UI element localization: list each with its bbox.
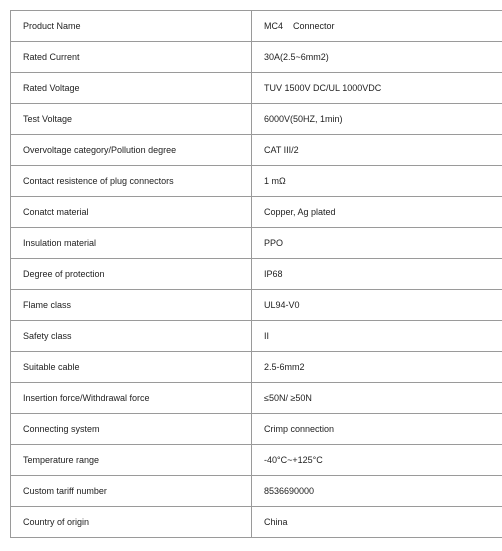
value-cell: MC4 Connector xyxy=(252,11,502,42)
value-cell: 30A(2.5~6mm2) xyxy=(252,42,502,73)
table-row xyxy=(11,42,502,73)
table-row xyxy=(11,197,502,228)
value-cell: PPO xyxy=(252,228,502,259)
property-cell: Suitable cable xyxy=(11,352,252,383)
value-cell: UL94-V0 xyxy=(252,290,502,321)
value-cell: ≤50N/ ≥50N xyxy=(252,383,502,414)
table-row xyxy=(11,135,502,166)
value-cell: II xyxy=(252,321,502,352)
table-row xyxy=(11,166,502,197)
table-row xyxy=(11,321,502,352)
property-cell: Rated Current xyxy=(11,42,252,73)
property-cell: Insertion force/Withdrawal force xyxy=(11,383,252,414)
table-row xyxy=(11,352,502,383)
property-cell: Product Name xyxy=(11,11,252,42)
value-cell: Copper, Ag plated xyxy=(252,197,502,228)
property-cell: Overvoltage category/Pollution degree xyxy=(11,135,252,166)
table-row xyxy=(11,414,502,445)
value-cell: Crimp connection xyxy=(252,414,502,445)
table-row xyxy=(11,11,502,42)
value-cell: 2.5-6mm2 xyxy=(252,352,502,383)
property-cell: Safety class xyxy=(11,321,252,352)
property-cell: Rated Voltage xyxy=(11,73,252,104)
value-cell: 6000V(50HZ, 1min) xyxy=(252,104,502,135)
value-cell: TUV 1500V DC/UL 1000VDC xyxy=(252,73,502,104)
table-row xyxy=(11,507,502,538)
table-row xyxy=(11,104,502,135)
table-row xyxy=(11,73,502,104)
property-cell: Connecting system xyxy=(11,414,252,445)
table-row xyxy=(11,476,502,507)
value-cell: 8536690000 xyxy=(252,476,502,507)
property-cell: Conatct material xyxy=(11,197,252,228)
table-row xyxy=(11,383,502,414)
table-row xyxy=(11,228,502,259)
property-cell: Contact resistence of plug connectors xyxy=(11,166,252,197)
property-cell: Insulation material xyxy=(11,228,252,259)
table-row xyxy=(11,259,502,290)
property-cell: Degree of protection xyxy=(11,259,252,290)
property-cell: Flame class xyxy=(11,290,252,321)
value-cell: China xyxy=(252,507,502,538)
property-cell: Custom tariff number xyxy=(11,476,252,507)
value-cell: IP68 xyxy=(252,259,502,290)
table-row xyxy=(11,290,502,321)
property-cell: Test Voltage xyxy=(11,104,252,135)
value-cell: CAT III/2 xyxy=(252,135,502,166)
property-cell: Temperature range xyxy=(11,445,252,476)
table-row xyxy=(11,445,502,476)
value-cell: -40°C~+125°C xyxy=(252,445,502,476)
property-cell: Country of origin xyxy=(11,507,252,538)
specification-table xyxy=(10,10,502,538)
value-cell: 1 mΩ xyxy=(252,166,502,197)
